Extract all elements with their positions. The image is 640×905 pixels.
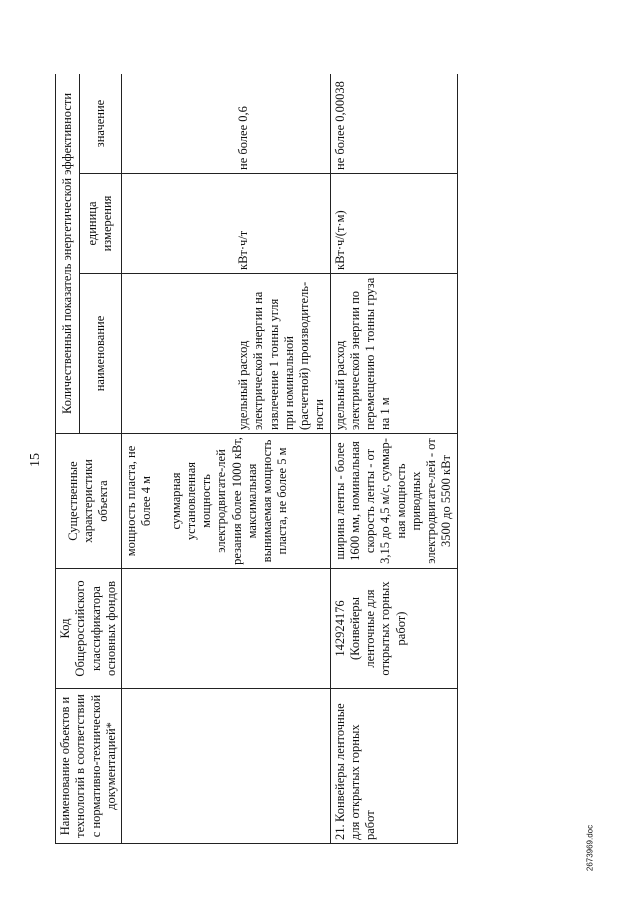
cell-code-empty [122,569,331,689]
cell-row21-indicator-name: удельный расход электрической энергии по перемещению 1 тонны груза на 1 м [330,274,457,434]
cell-row21-code: 142924176 (Конвейеры ленточные для открытых горных работ) [330,569,457,689]
table-frame [55,74,575,844]
cell-name-empty [122,689,331,844]
header-row-1 [56,74,80,844]
header-characteristics: Существенные характеристики объекта [56,434,122,569]
table-row-21 [330,74,457,844]
row21-name-text: Конвейеры ленточные для открытых горных работ [332,703,377,840]
header-code: Код Общероссийского классификатора основных фондов [56,569,122,689]
header-indicator-name: наименование [79,274,121,434]
cell-row21-unit: кВт·ч/(т·м) [330,174,457,274]
header-value: значение [79,74,121,174]
cell-row21-name [330,689,457,844]
header-unit: единица измерения [79,174,121,274]
cell-characteristics-continued [122,434,331,569]
header-name: Наименование объектов и технологий в соответствии с нормативно-технической документацией* [56,689,122,844]
characteristics-line-2: суммарная установленная мощность электродвигате-лей резания более 1000 кВт, максимальная вынимаемая мощность пласта, не более 5 м [168,437,290,565]
cell-value: не более 0,6 [122,74,331,174]
header-indicator-group: Количественный показатель энергетической эффективности [56,74,80,434]
cell-row21-characteristics: ширина ленты - более 1600 мм, номинальная скорость ленты - от 3,15 до 4,5 м/с, суммар-ная мощность приводных электродвигате-лей - от 3500 до 5500 кВт [330,434,457,569]
table-row-continued [122,74,331,844]
cell-unit: кВт·ч/т [122,174,331,274]
footer-doc-code-text: 2673969.doc [585,824,595,872]
cell-indicator-name: удельный расход электрической энергии на извлечение 1 тонны угля при номинальной (расчетной) производитель-ности [122,274,331,434]
page-number-text: 15 [28,453,43,467]
characteristics-line-1: мощность пласта, не более 4 м [124,445,154,557]
energy-efficiency-table [55,74,458,844]
rotated-table-wrapper [55,74,575,844]
cell-row21-value: не более 0,00038 [330,74,457,174]
row-number: 21. [332,824,347,840]
